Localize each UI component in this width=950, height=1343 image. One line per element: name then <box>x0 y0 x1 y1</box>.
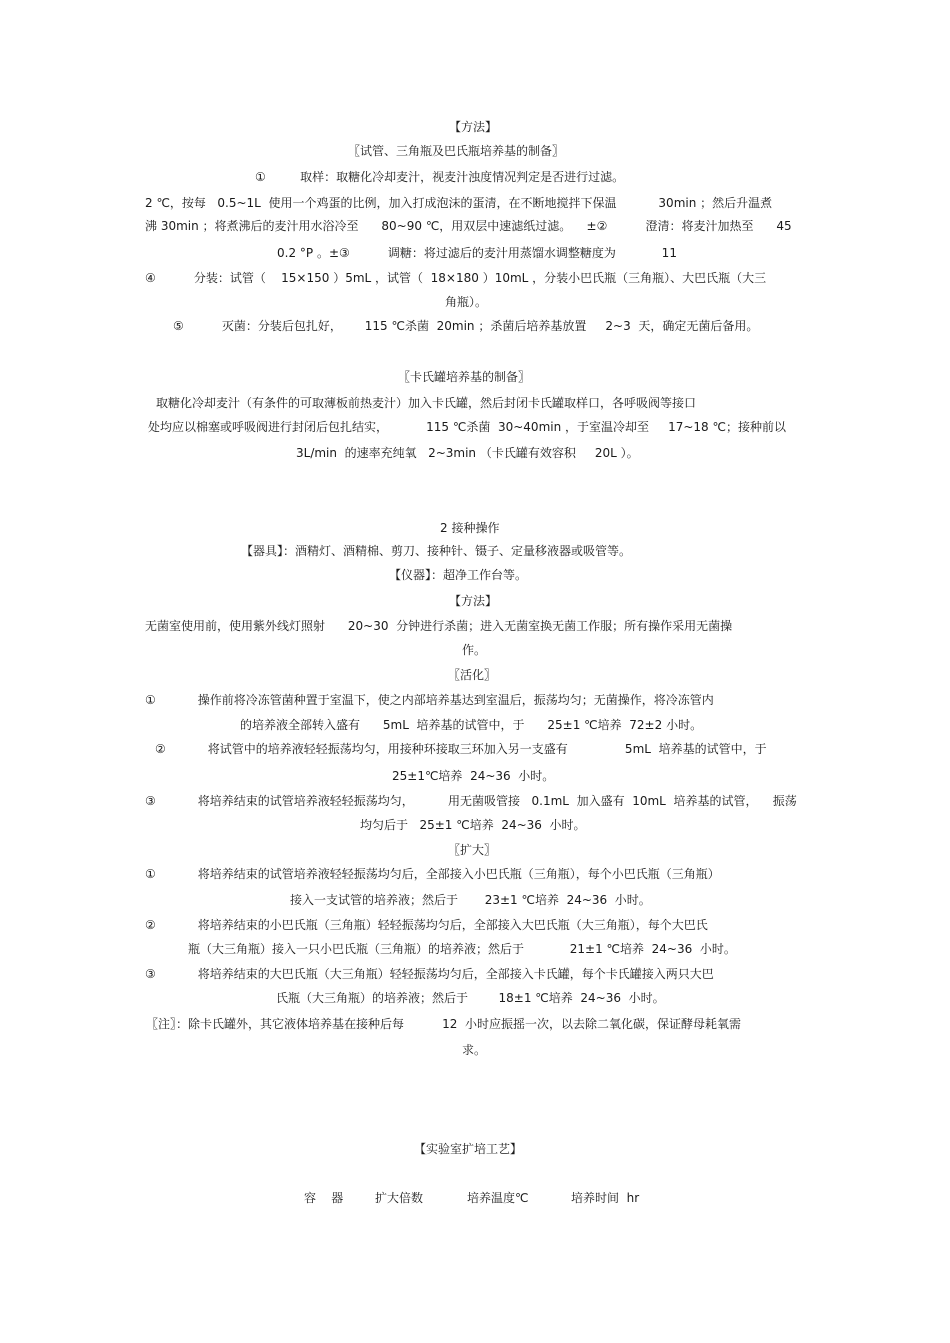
step-text: ② 将试管中的培养液轻轻振荡均匀，用接种环接取三环加入另一支盛有 5mL 培养基的试管中，于 <box>155 742 767 756</box>
tools-line: 【器具】：酒精灯、酒精棉、剪刀、接种针、镊子、定量移液器或吸管等。 <box>241 544 632 558</box>
step-text: 氏瓶（大三角瓶）的培养液；然后于 18±1 ℃培养 24~36 小时。 <box>276 991 665 1005</box>
step-text: ① 将培养结束的试管培养液轻轻振荡均匀后，全部接入小巴氏瓶（三角瓶），每个小巴氏瓶（三角瓶） <box>145 867 720 881</box>
paragraph-line: 处均应以棉塞或呼吸阀进行封闭后包扎结实， 115 ℃杀菌 30~40min ，于室温冷却至 17~18 ℃；接种前以 <box>148 420 786 434</box>
note-line: 求。 <box>462 1043 487 1057</box>
table-header-cell: 扩大倍数 <box>375 1191 424 1205</box>
step-text: ③ 将培养结束的试管培养液轻轻振荡均匀， 用无菌吸管接 0.1mL 加入盛有 10mL 培养基的试管， 振荡 <box>145 794 797 808</box>
step-text: 接入一支试管的培养液；然后于 23±1 ℃培养 24~36 小时。 <box>290 893 651 907</box>
step-text: 的培养液全部转入盛有 5mL 培养基的试管中，于 25±1 ℃培养 72±2 小时。 <box>240 718 703 732</box>
step-text: ③ 将培养结束的大巴氏瓶（大三角瓶）轻轻振荡均匀后，全部接入卡氏罐，每个卡氏罐接入两只大巴 <box>145 967 714 981</box>
paragraph-line: 无菌室使用前，使用紫外线灯照射 20~30 分钟进行杀菌；进入无菌室换无菌工作服；所有操作采用无菌操 <box>145 619 733 633</box>
paragraph-line: 取糖化冷却麦汁（有条件的可取薄板前热麦汁）加入卡氏罐，然后封闭卡氏罐取样口，各呼吸阀等接口 <box>156 396 697 410</box>
instrument-line: 【仪器】：超净工作台等。 <box>389 568 528 582</box>
step-text: 瓶（大三角瓶）接入一只小巴氏瓶（三角瓶）的培养液；然后于 21±1 ℃培养 24~36 小时。 <box>188 942 736 956</box>
step-sampling: ① 取样：取糖化冷却麦汁，视麦汁浊度情况判定是否进行过滤。 <box>255 170 625 184</box>
table-header-cell: 容 器 <box>304 1191 344 1205</box>
paragraph-line: 作。 <box>462 643 487 657</box>
step-text: 25±1℃培养 24~36 小时。 <box>392 769 555 783</box>
note-line: 〖注〗：除卡氏罐外，其它液体培养基在接种后每 12 小时应振摇一次，以去除二氧化碳，保证酵母耗氧需 <box>146 1017 742 1031</box>
step-packing: ④ 分装：试管（ 15×150 ）5mL ，试管（ 18×180 ）10mL ，分装小巴氏瓶（三角瓶）、大巴氏瓶（大三 <box>145 271 767 285</box>
step-text: 0.2 °P 。±③ 调糖：将过滤后的麦汁用蒸馏水调整糖度为 11 <box>277 246 677 260</box>
step-text: 角瓶）。 <box>445 295 488 309</box>
table-header-cell: 培养时间 hr <box>571 1191 640 1205</box>
paragraph-line: 3L/min 的速率充纯氧 2~3min （卡氏罐有效容积 20L ）。 <box>296 446 639 460</box>
method-heading: 【方法】 <box>449 594 498 608</box>
step-sterilization: ⑤ 灭菌：分装后包扎好， 115 ℃杀菌 20min ；杀菌后培养基放置 2~3 天，确定无菌后备用。 <box>173 319 759 333</box>
step-text: ① 操作前将冷冻管菌种置于室温下，使之内部培养基达到室温后，振荡均匀；无菌操作，将冷冻管内 <box>145 693 714 707</box>
section-subheading: 〖活化〗 <box>448 668 497 682</box>
step-text: 沸 30min ；将煮沸后的麦汁用水浴冷至 80~90 ℃，用双层中速滤纸过滤。 ±② 澄清：将麦汁加热至 45 <box>145 219 792 233</box>
section-title: 【实验室扩培工艺】 <box>414 1142 523 1156</box>
step-text: ② 将培养结束的小巴氏瓶（三角瓶）轻轻振荡均匀后，全部接入大巴氏瓶（大三角瓶），每个大巴氏 <box>145 918 708 932</box>
section-title: 2 接种操作 <box>440 521 500 535</box>
section-subheading: 〖扩大〗 <box>448 843 497 857</box>
section-subheading: 〖卡氏罐培养基的制备〗 <box>398 370 531 384</box>
step-text: 均匀后于 25±1 ℃培养 24~36 小时。 <box>360 818 586 832</box>
step-text: 2 ℃，按每 0.5~1L 使用一个鸡蛋的比例，加入打成泡沫的蛋清，在不断地搅拌下保温 30min ；然后升温煮 <box>145 196 773 210</box>
section-subheading: 〖试管、三角瓶及巴氏瓶培养基的制备〗 <box>348 144 565 158</box>
table-header-cell: 培养温度℃ <box>467 1191 529 1205</box>
method-heading: 【方法】 <box>449 120 498 134</box>
